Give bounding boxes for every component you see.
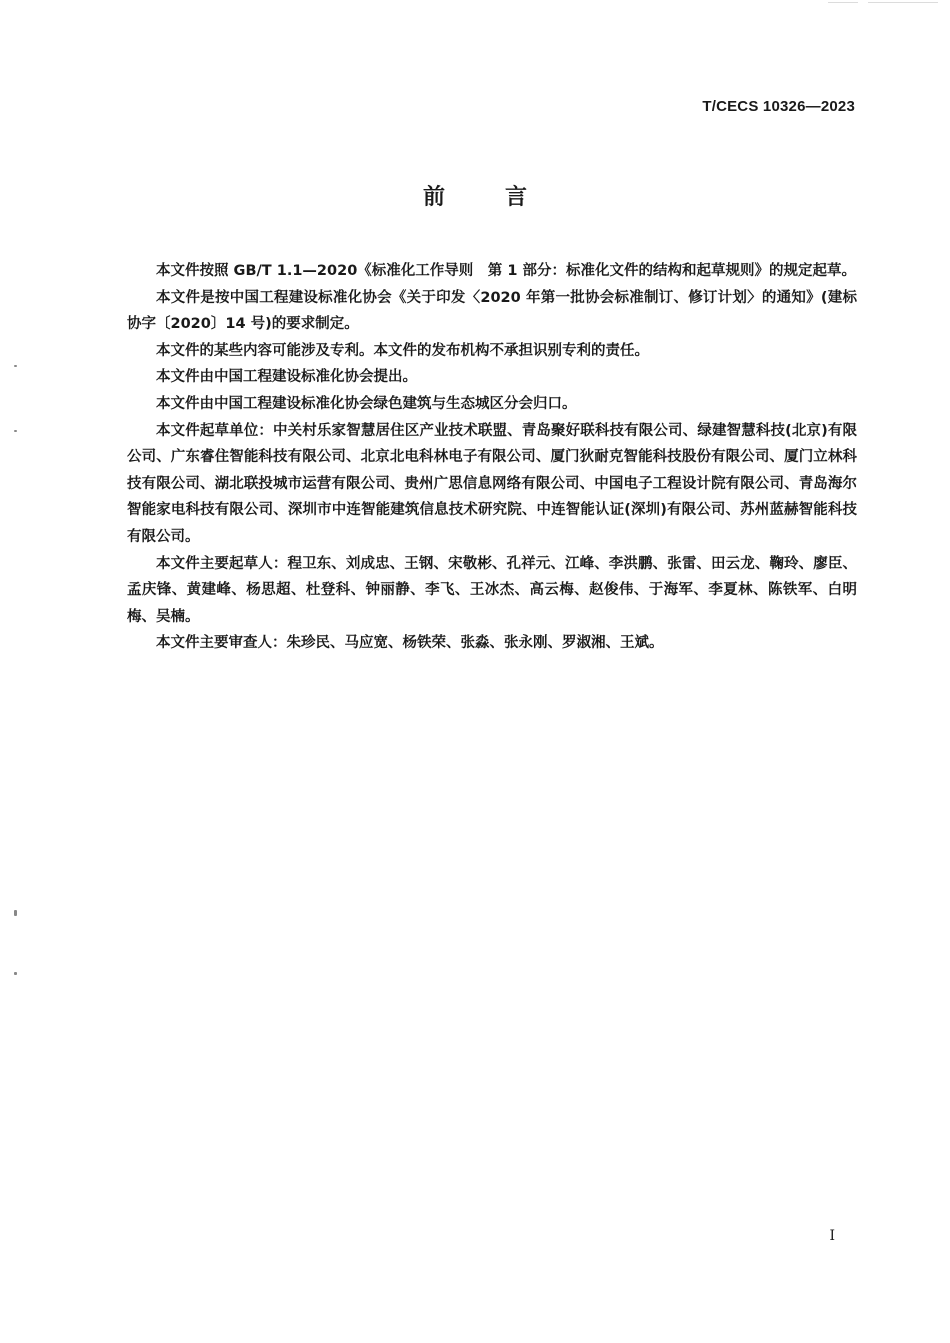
paragraph-reviewers: 本文件主要审查人：朱珍民、马应宽、杨铁荣、张淼、张永刚、罗淑湘、王斌。: [156, 635, 664, 652]
scan-artifact-dot: [14, 910, 17, 916]
scan-artifact-dot: [14, 972, 17, 975]
section-title-char: 言: [505, 185, 528, 210]
scan-artifact-dot: [14, 365, 17, 367]
page-number: I: [829, 1228, 835, 1244]
paragraph-patent-notice: 本文件的某些内容可能涉及专利。本文件的发布机构不承担识别专利的责任。: [156, 342, 649, 359]
scan-artifact-line: [868, 2, 938, 3]
scan-artifact-line: [828, 2, 858, 3]
paragraph-drafting-rules: 本文件按照 GB/T 1.1—2020《标准化工作导则 第 1 部分：标准化文件的结构和起草规则》的规定起草。: [156, 263, 856, 279]
paragraph-drafting-units: 本文件起草单位：中关村乐家智慧居住区产业技术联盟、青岛聚好联科技有限公司、绿建智慧科技(北京)有限公司、广东睿住智能科技有限公司、北京北电科林电子有限公司、厦门狄耐克智能科技股份有限公司、厦门立林科技有限公司、湖北联投城市运营有限公司、贵州广思信息网络有限公司、中国电子工程设计院有限公司、青岛海尔智能家电科技有限公司、深圳市中连智能建筑信息技术研究院、中连智能认证(深圳)有限公司、苏州蓝赫智能科技有限公司。: [127, 422, 857, 545]
paragraph-administrator: 本文件由中国工程建设标准化协会绿色建筑与生态城区分会归口。: [156, 395, 577, 412]
scan-artifact-dot: [14, 430, 17, 432]
document-code: T/CECS 10326—2023: [702, 98, 855, 115]
paragraph-drafters: 本文件主要起草人：程卫东、刘成忠、王钢、宋敬彬、孔祥元、江峰、李洪鹏、张雷、田云龙、鞠玲、廖臣、孟庆锋、黄建峰、杨思超、杜登科、钟丽静、李飞、王冰杰、高云梅、赵俊伟、于海军、李夏林、陈铁军、白明梅、吴楠。: [127, 555, 857, 625]
section-title: [0, 180, 950, 211]
foreword-body: [127, 258, 857, 657]
section-title-char: 前: [422, 185, 445, 210]
paragraph-plan-basis: 本文件是按中国工程建设标准化协会《关于印发〈2020 年第一批协会标准制订、修订计划〉的通知》(建标协字〔2020〕14 号)的要求制定。: [127, 289, 857, 333]
paragraph-proposer: 本文件由中国工程建设标准化协会提出。: [156, 369, 417, 386]
